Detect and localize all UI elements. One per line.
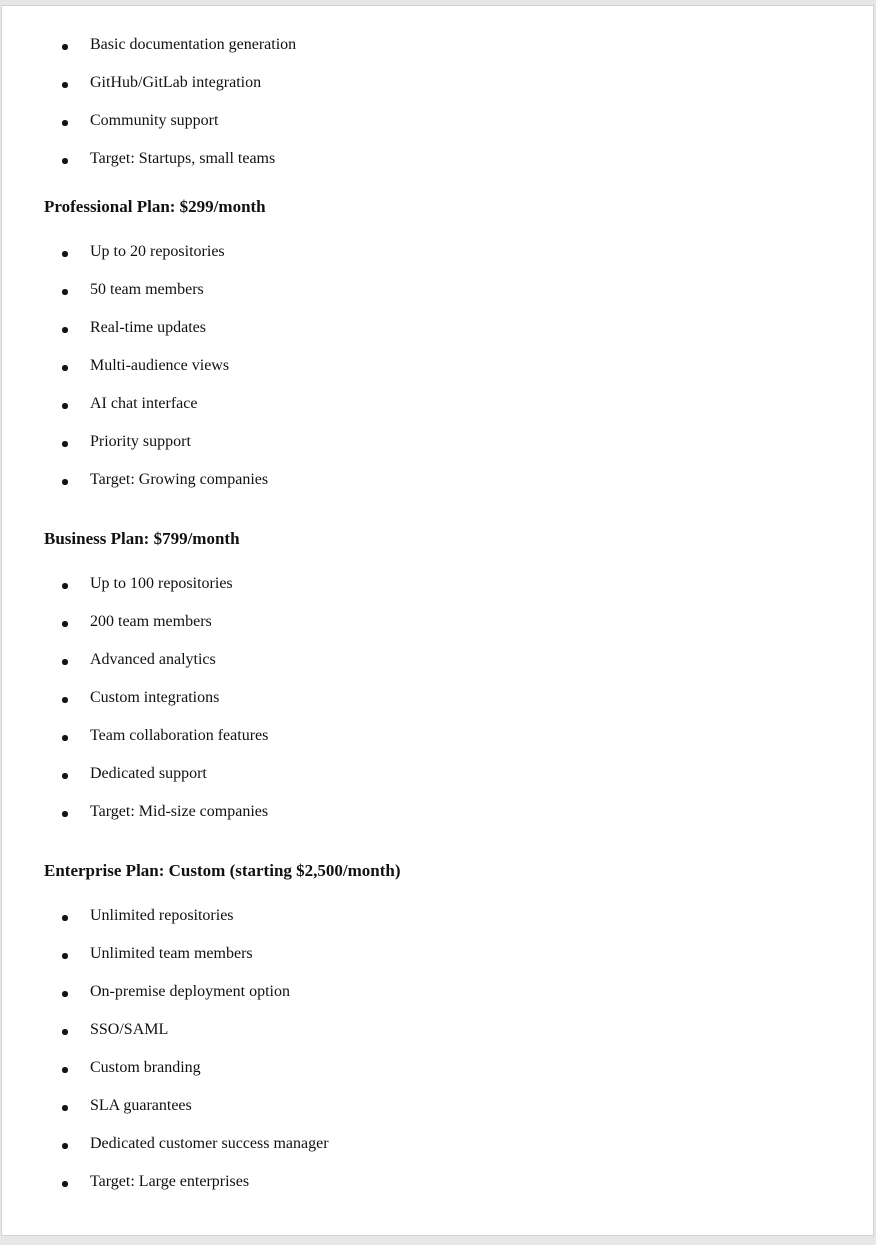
bullet-item	[44, 233, 833, 271]
document-page	[1, 5, 874, 1236]
bullet-icon	[62, 811, 68, 817]
bullet-icon	[62, 953, 68, 959]
bullet-item-label: Advanced analytics	[90, 651, 216, 668]
plan-section	[44, 852, 833, 1201]
bullet-item	[44, 423, 833, 461]
bullet-item	[44, 461, 833, 499]
bullet-item	[44, 755, 833, 793]
bullet-icon	[62, 773, 68, 779]
bullet-icon	[62, 583, 68, 589]
plan-bullet-list	[44, 897, 833, 1201]
bullet-item	[44, 641, 833, 679]
bullet-icon	[62, 1105, 68, 1111]
bullet-item-label: Team collaboration features	[90, 727, 269, 744]
bullet-icon	[62, 479, 68, 485]
bullet-item-label: Dedicated customer success manager	[90, 1135, 329, 1152]
bullet-icon	[62, 289, 68, 295]
bullet-item-label: Community support	[90, 112, 219, 129]
bullet-item	[44, 717, 833, 755]
bullet-item	[44, 1125, 833, 1163]
plan-bullet-list	[44, 565, 833, 831]
bullet-item	[44, 897, 833, 935]
bullet-item-label: Real-time updates	[90, 319, 206, 336]
bullet-item	[44, 347, 833, 385]
bullet-icon	[62, 697, 68, 703]
bullet-icon	[62, 991, 68, 997]
bullet-icon	[62, 158, 68, 164]
bullet-item-label: GitHub/GitLab integration	[90, 74, 262, 91]
bullet-item	[44, 793, 833, 831]
bullet-icon	[62, 327, 68, 333]
bullet-item	[44, 973, 833, 1011]
bullet-item-label: Custom branding	[90, 1059, 201, 1076]
bullet-item-label: Target: Growing companies	[90, 471, 269, 488]
bullet-icon	[62, 82, 68, 88]
bullet-item-label: Target: Startups, small teams	[90, 150, 276, 167]
bullet-icon	[62, 120, 68, 126]
plan-section	[44, 188, 833, 499]
bullet-icon	[62, 915, 68, 921]
bullet-item-label: Multi-audience views	[90, 357, 230, 374]
bullet-icon	[62, 44, 68, 50]
bullet-item	[44, 679, 833, 717]
bullet-item	[44, 102, 833, 140]
bullet-icon	[62, 735, 68, 741]
bullet-item	[44, 1011, 833, 1049]
bullet-item-label: On-premise deployment option	[90, 983, 290, 1000]
bullet-icon	[62, 1067, 68, 1073]
bullet-icon	[62, 365, 68, 371]
bullet-item-label: Priority support	[90, 433, 191, 450]
bullet-item-label: SLA guarantees	[90, 1097, 192, 1114]
bullet-icon	[62, 1181, 68, 1187]
bullet-item	[44, 1049, 833, 1087]
bullet-item-label: Basic documentation generation	[90, 36, 297, 53]
bullet-item	[44, 309, 833, 347]
bullet-item-label: Up to 20 repositories	[90, 243, 225, 260]
bullet-item	[44, 140, 833, 178]
bullet-item-label: SSO/SAML	[90, 1021, 169, 1038]
plan-heading: Professional Plan: $299/month	[44, 197, 266, 216]
plan-heading: Enterprise Plan: Custom (starting $2,500/month)	[44, 861, 401, 880]
bullet-icon	[62, 659, 68, 665]
bullet-item	[44, 1087, 833, 1125]
plan-section	[44, 520, 833, 831]
bullet-icon	[62, 621, 68, 627]
bullet-item-label: AI chat interface	[90, 395, 198, 412]
bullet-item	[44, 935, 833, 973]
bullet-item-label: Custom integrations	[90, 689, 220, 706]
bullet-item	[44, 1163, 833, 1201]
bullet-item	[44, 271, 833, 309]
plan-bullet-list	[44, 233, 833, 499]
bullet-icon	[62, 1143, 68, 1149]
bullet-item-label: Dedicated support	[90, 765, 207, 782]
plan-heading: Business Plan: $799/month	[44, 529, 240, 548]
bullet-icon	[62, 441, 68, 447]
bullet-item	[44, 26, 833, 64]
bullet-item	[44, 385, 833, 423]
bullet-item-label: Unlimited team members	[90, 945, 253, 962]
bullet-item	[44, 603, 833, 641]
bullet-item-label: Target: Large enterprises	[90, 1173, 250, 1190]
bullet-item-label: Target: Mid-size companies	[90, 803, 269, 820]
bullet-icon	[62, 403, 68, 409]
bullet-item	[44, 565, 833, 603]
intro-bullet-list	[44, 26, 833, 178]
bullet-item-label: 50 team members	[90, 281, 204, 298]
bullet-item-label: 200 team members	[90, 613, 212, 630]
bullet-item	[44, 64, 833, 102]
bullet-item-label: Up to 100 repositories	[90, 575, 233, 592]
bullet-icon	[62, 251, 68, 257]
bullet-icon	[62, 1029, 68, 1035]
document-content	[2, 6, 873, 1201]
plan-sections	[44, 188, 833, 1201]
bullet-item-label: Unlimited repositories	[90, 907, 234, 924]
